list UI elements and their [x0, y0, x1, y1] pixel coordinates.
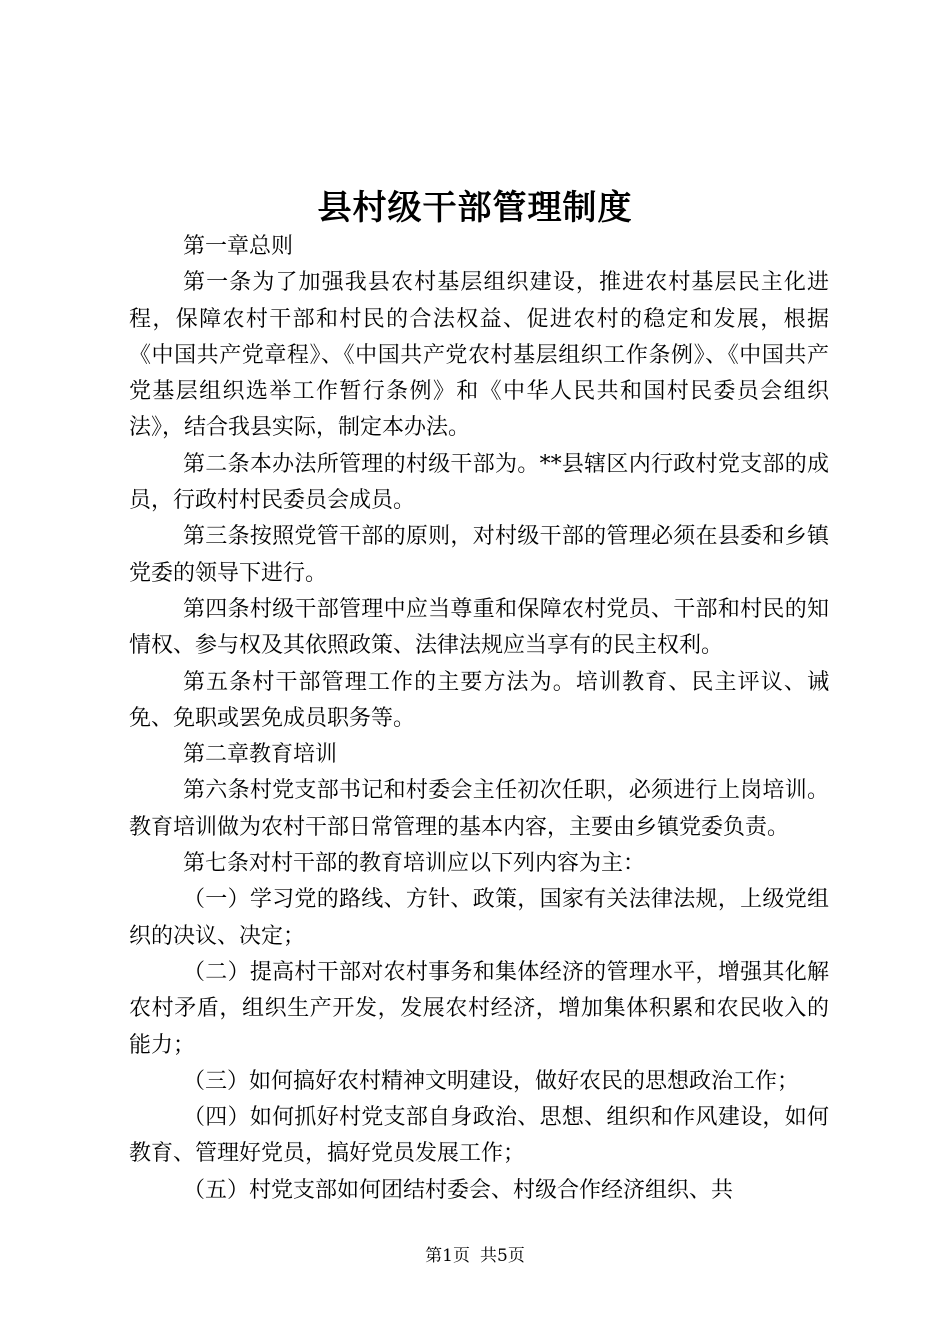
article-paragraph: 第三条按照党管干部的原则，对村级干部的管理必须在县委和乡镇党委的领导下进行。 — [129, 524, 829, 586]
chapter-heading: 第一章总则 — [183, 234, 294, 259]
article-paragraph: 第一条为了加强我县农村基层组织建设，推进农村基层民主化进程，保障农村干部和村民的合法权益、促进农村的稳定和发展，根据《中国共产党章程》、《中国共产党农村基层组织工作条例》、《中国共产党基层组织选举工作暂行条例》和《中华人民共和国村民委员会组织法》，结合我县实际，制定本办法。 — [129, 270, 829, 441]
document-body — [129, 229, 829, 1209]
article-paragraph: 第六条村党支部书记和村委会主任初次任职，必须进行上岗培训。教育培训做为农村干部日常管理的基本内容，主要由乡镇党委负责。 — [129, 778, 829, 840]
page-number-total: 共5页 — [480, 1246, 525, 1266]
page-number-current: 第1页 — [425, 1246, 470, 1266]
list-item: （三）如何搞好农村精神文明建设，做好农民的思想政治工作； — [183, 1068, 800, 1094]
list-item: （二）提高村干部对农村事务和集体经济的管理水平，增强其化解农村矛盾，组织生产开发，发展农村经济，增加集体积累和农民收入的能力； — [129, 959, 829, 1058]
list-item: （一）学习党的路线、方针、政策，国家有关法律法规，上级党组织的决议、决定； — [129, 887, 829, 949]
article-paragraph: 第七条对村干部的教育培训应以下列内容为主： — [183, 851, 646, 877]
list-item: （五）村党支部如何团结村委会、村级合作经济组织、共 — [183, 1177, 734, 1203]
article-paragraph: 第二条本办法所管理的村级干部为。**县辖区内行政村党支部的成员，行政村村民委员会成员。 — [129, 451, 829, 514]
article-paragraph: 第四条村级干部管理中应当尊重和保障农村党员、干部和村民的知情权、参与权及其依照政策、法律法规应当享有的民主权利。 — [129, 596, 829, 659]
list-item: （四）如何抓好村党支部自身政治、思想、组织和作风建设，如何教育、管理好党员，搞好党员发展工作； — [129, 1105, 829, 1167]
document-title: 县村级干部管理制度 — [317, 188, 633, 228]
article-paragraph: 第五条村干部管理工作的主要方法为。培训教育、民主评议、诫免、免职或罢免成员职务等。 — [129, 669, 829, 731]
page-footer — [0, 1244, 950, 1268]
chapter-heading: 第二章教育培训 — [183, 742, 338, 768]
